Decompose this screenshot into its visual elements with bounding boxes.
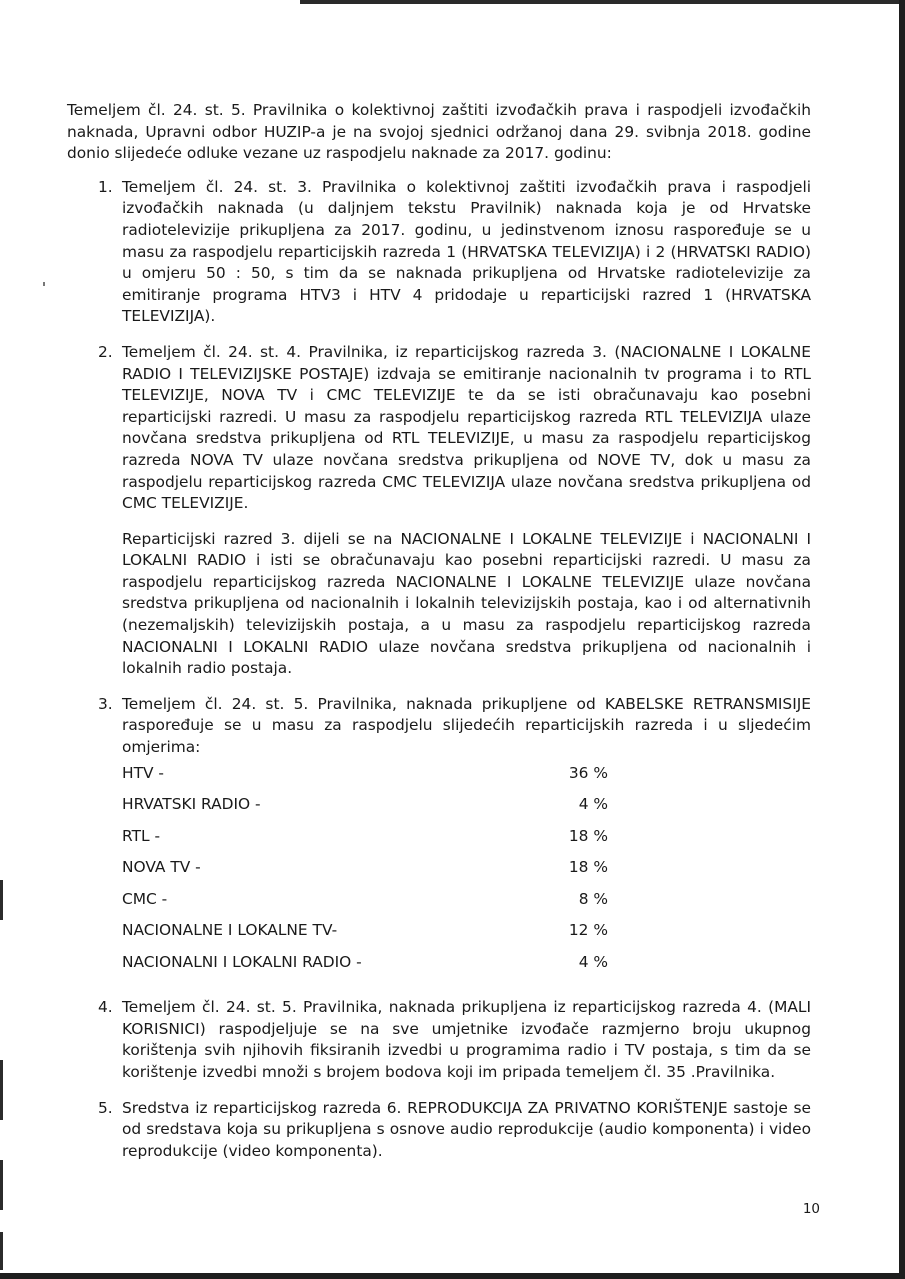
list-item xyxy=(67,177,811,328)
distribution-label: HTV - xyxy=(122,763,164,782)
distribution-label: NACIONALNI I LOKALNI RADIO - xyxy=(122,952,362,971)
item-text: Temeljem čl. 24. st. 5. Pravilnika, naknada prikupljene od KABELSKE RETRANSMISIJE raspoređuje se u masu za raspodjelu slijedećih reparticijskih razreda i u sljedećim omjerima: xyxy=(122,694,811,757)
distribution-row xyxy=(122,794,608,826)
distribution-value: 4 % xyxy=(578,952,608,971)
intro-paragraph: Temeljem čl. 24. st. 5. Pravilnika o kolektivnoj zaštiti izvođačkih prava i raspodjeli izvođačkih naknada, Upravni odbor HUZIP-a je na svojoj sjednici održanoj dana 29. svibnja 2018. godine donio slijedeće odluke vezane uz raspodjelu naknade za 2017. godinu: xyxy=(67,101,811,163)
distribution-value: 36 % xyxy=(568,763,608,782)
page-number: 10 xyxy=(802,1201,820,1217)
scan-edge-left-mark xyxy=(0,880,3,920)
list-item xyxy=(67,997,811,1083)
distribution-value: 18 % xyxy=(568,826,608,845)
distribution-row xyxy=(122,763,608,795)
item-number: 2. xyxy=(98,342,113,361)
distribution-value: 12 % xyxy=(568,921,608,940)
distribution-label: RTL - xyxy=(122,826,160,845)
item-number: 1. xyxy=(98,177,113,196)
scan-speck xyxy=(43,282,45,286)
decision-list xyxy=(67,177,811,1163)
distribution-row xyxy=(122,952,608,984)
distribution-label: NOVA TV - xyxy=(122,858,201,877)
distribution-row xyxy=(122,857,608,889)
scan-edge-top-gap xyxy=(0,0,300,4)
item-number: 5. xyxy=(98,1098,113,1117)
distribution-row xyxy=(122,889,608,921)
list-item xyxy=(67,1098,811,1163)
scan-edge-left-mark xyxy=(0,1232,3,1270)
item-text: Temeljem čl. 24. st. 5. Pravilnika, naknada prikupljena iz reparticijskog razreda 4. (MALI KORISNICI) raspodjeljuje se na sve umjetnike izvođače razmjerno broju ukupnog korištenja svih njihovih fiksiranih izvedbi u programima radio i TV postaja, s tim da se korištenje izvedbi množi s brojem bodova koji im pripada temeljem čl. 35 .Pravilnika. xyxy=(122,998,811,1081)
distribution-label: NACIONALNE I LOKALNE TV- xyxy=(122,921,338,940)
list-item xyxy=(67,342,811,680)
distribution-table xyxy=(122,763,608,984)
item-text-continued: Reparticijski razred 3. dijeli se na NACIONALNE I LOKALNE TELEVIZIJE i NACIONALNI I LOKALNI RADIO i isti se obračunavaju kao posebni reparticijski razredi. U masu za raspodjelu reparticijskog razreda NACIONALNE I LOKALNE TELEVIZIJE ulaze novčana sredstva prikupljena od nacionalnih i lokalnih televizijskih postaja, kao i od alternativnih (nezemaljskih) televizijskih postaja, a u masu za raspodjelu reparticijskog razreda NACIONALNI I LOKALNI RADIO ulaze novčana sredstva prikupljena od nacionalnih i lokalnih radio postaja. xyxy=(122,529,811,678)
distribution-value: 8 % xyxy=(578,889,608,908)
distribution-row xyxy=(122,920,608,952)
item-number: 4. xyxy=(98,998,113,1017)
distribution-value: 18 % xyxy=(568,858,608,877)
scan-edge-right xyxy=(899,0,905,1279)
item-text: Sredstva iz reparticijskog razreda 6. REPRODUKCIJA ZA PRIVATNO KORIŠTENJE sastoje se od sredstava koja su prikupljena s osnove audio reprodukcije (audio komponenta) i video reprodukcije (video komponenta). xyxy=(122,1098,811,1160)
item-text: Temeljem čl. 24. st. 4. Pravilnika, iz reparticijskog razreda 3. (NACIONALNE I LOKALNE RADIO I TELEVIZIJSKE POSTAJE) izdvaja se emitiranje nacionalnih tv programa i to RTL TELEVIZIJE, NOVA TV i CMC TELEVIZIJE te da se isti obračunavaju kao posebni reparticijski razredi. U masu za raspodjelu reparticijskog razreda RTL TELEVIZIJA ulaze novčana sredstva prikupljena od RTL TELEVIZIJE, u masu za raspodjelu reparticijskog razreda NOVA TV ulaze novčana sredstva prikupljena od NOVE TV, dok u masu za raspodjelu reparticijskog razreda CMC TELEVIZIJA ulaze novčana sredstva prikupljena od CMC TELEVIZIJE. xyxy=(122,342,811,513)
document-page xyxy=(67,100,811,1176)
distribution-label: CMC - xyxy=(122,889,168,908)
item-text: Temeljem čl. 24. st. 3. Pravilnika o kolektivnoj zaštiti izvođačkih prava i raspodjeli izvođačkih naknada (u daljnjem tekstu Pravilnik) naknada koja je od Hrvatske radiotelevizije prikupljena za 2017. godinu, u jedinstvenom iznosu raspoređuje se u masu za raspodjelu reparticijskih razreda 1 (HRVATSKA TELEVIZIJA) i 2 (HRVATSKI RADIO) u omjeru 50 : 50, s tim da se naknada prikupljena od Hrvatske radiotelevizije za emitiranje programa HTV3 i HTV 4 pridodaje u reparticijski razred 1 (HRVATSKA TELEVIZIJA). xyxy=(122,177,811,326)
item-number: 3. xyxy=(98,694,113,713)
distribution-value: 4 % xyxy=(578,795,608,814)
distribution-label: HRVATSKI RADIO - xyxy=(122,795,261,814)
distribution-row xyxy=(122,826,608,858)
scan-edge-left-mark xyxy=(0,1060,3,1120)
scan-edge-bottom xyxy=(0,1273,905,1279)
list-item xyxy=(67,694,811,983)
scan-edge-left-mark xyxy=(0,1160,3,1210)
